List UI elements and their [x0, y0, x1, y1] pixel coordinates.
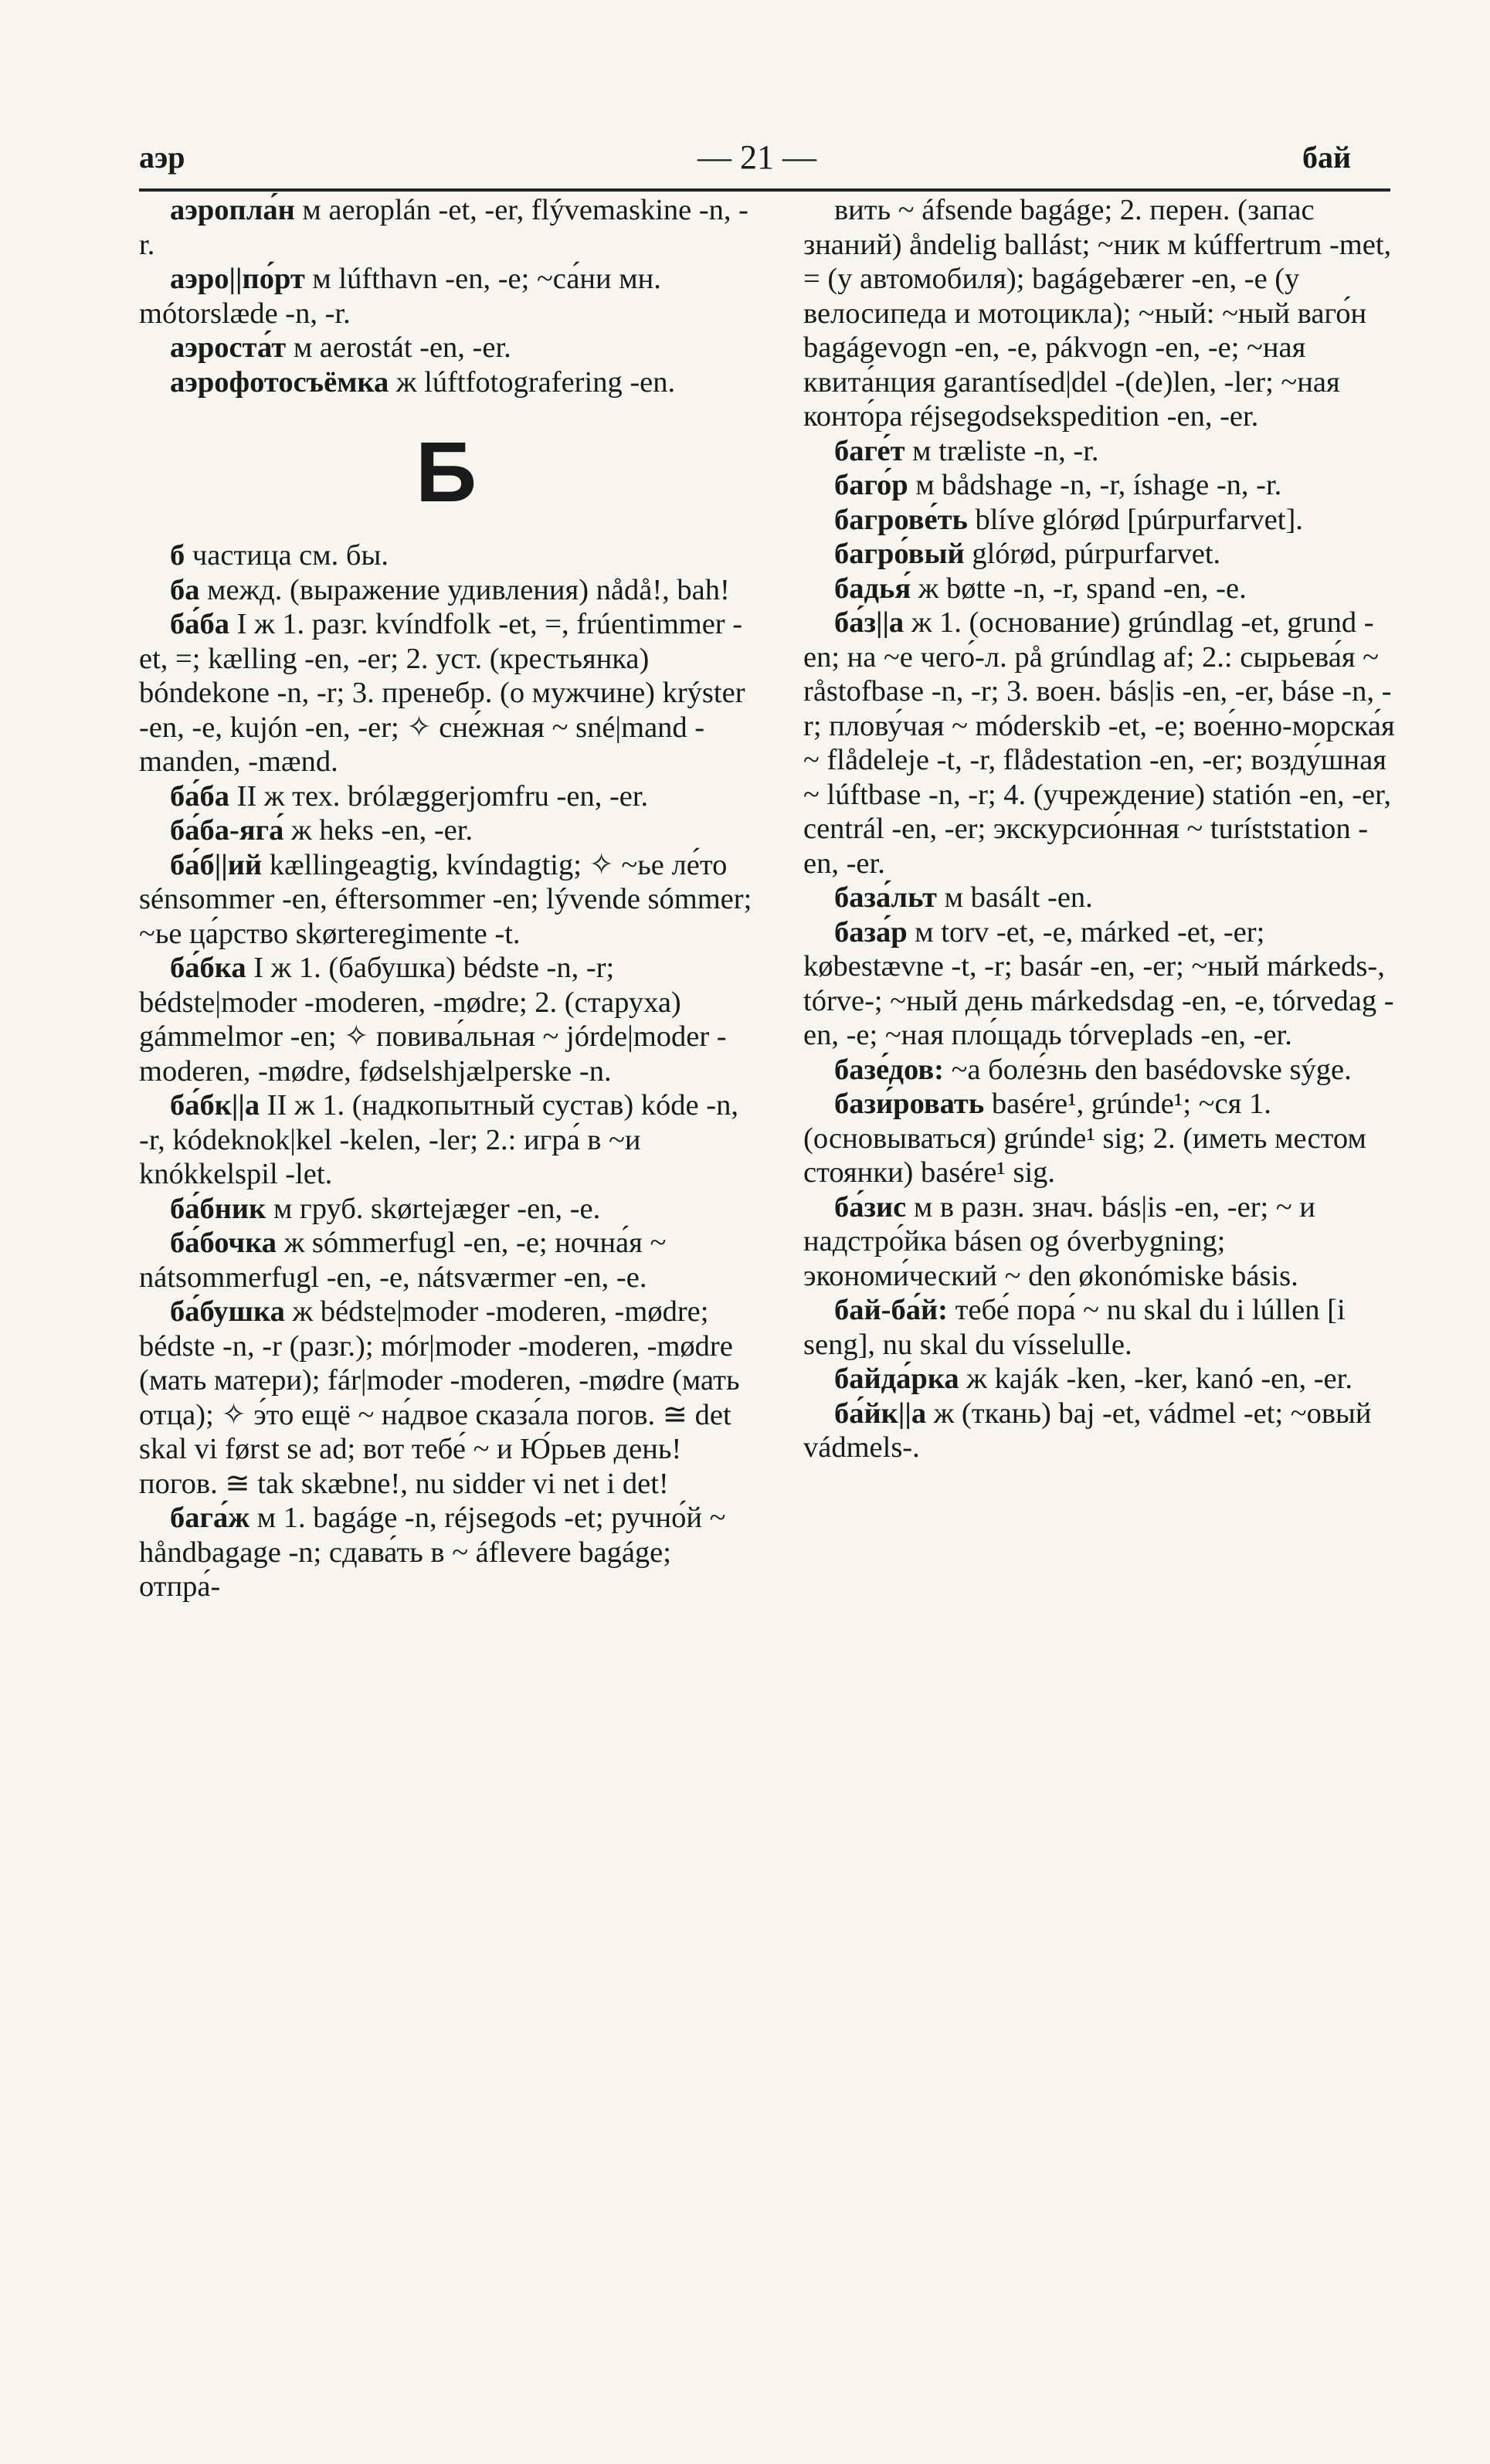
entry-headword: байда́рка — [834, 1363, 959, 1395]
entry-definition: kællingeagtig, kvíndagtig; ✧ ~ье ле́то sénsommer -en, éftersommer -en; lývende sómmer; ~ье ца́рство skørteregimente -t. — [139, 848, 752, 950]
dictionary-entry — [803, 468, 1398, 503]
dictionary-entry — [803, 1190, 1398, 1294]
entry-headword: ба́б||ий — [170, 848, 263, 881]
entry-definition: межд. (выражение удивления) nådå!, bah! — [199, 573, 730, 606]
entry-headword: баге́т — [834, 434, 905, 467]
entry-headword: аэроста́т — [170, 331, 287, 364]
entry-headword: аэрофотосъёмка — [170, 365, 389, 399]
dictionary-entry — [139, 573, 753, 608]
entry-headword: бази́ровать — [834, 1088, 985, 1120]
entry-definition: II ж 1. (надкопытный сустав) kóde -n, -r, kódeknok|kel -kelen, -ler; 2.: игра́ в ~и knókkelspil -let. — [139, 1089, 738, 1190]
dictionary-entry — [803, 606, 1398, 881]
dictionary-entry — [803, 503, 1398, 538]
entry-definition: ж kaják -ken, -ker, kanó -en, -er. — [959, 1363, 1353, 1395]
dictionary-entry — [139, 365, 753, 400]
dictionary-entry — [803, 1397, 1398, 1465]
entry-headword: ба — [170, 573, 200, 606]
entry-headword: бага́ж — [170, 1502, 250, 1534]
entry-headword: ба́йк||а — [834, 1397, 927, 1430]
dictionary-entry — [803, 1087, 1398, 1190]
dictionary-entry — [139, 193, 753, 262]
entry-definition: ~а боле́знь den basédovske sýge. — [943, 1053, 1352, 1086]
entry-headword: ба́бк||а — [170, 1089, 260, 1122]
entry-headword: баго́р — [834, 469, 908, 501]
entry-definition: ж bøtte -n, -r, spand -en, -e. — [911, 572, 1247, 605]
dictionary-entry — [139, 848, 753, 952]
entry-definition: ж sómmerfugl -en, -e; ночна́я ~ nátsommerfugl -en, -e, nátsværmer -en, -e. — [139, 1227, 667, 1294]
entry-headword: базе́дов: — [834, 1053, 944, 1086]
dictionary-entry — [803, 1053, 1398, 1088]
entry-headword: ба́бник — [170, 1192, 266, 1225]
entry-headword: б — [170, 539, 185, 572]
entry-headword: ба́зис — [834, 1190, 907, 1224]
dictionary-entry — [803, 881, 1398, 915]
entry-definition: I ж 1. (бабушка) bédste -n, -r; bédste|moder -moderen, -mødre; 2. (старуха) gámmelmor -en; ✧ повива́льная ~ jórde|moder -moderen, -mødre, fødselshjælperske -n. — [139, 952, 727, 1088]
entry-definition: тебе́ пора́ ~ nu skal du i lúllen [i seng], nu skal du vísselulle. — [803, 1294, 1346, 1361]
right-column — [803, 193, 1398, 1465]
entry-definition: м груб. skørtejæger -en, -e. — [266, 1192, 601, 1225]
entry-definition: м 1. bagáge -n, réjsegods -et; ручно́й ~ håndbagage -n; сдава́ть в ~ áflevere bagáge; отпра́- — [139, 1502, 726, 1603]
dictionary-entry — [139, 1295, 753, 1501]
entry-definition: ж lúftfotografering -en. — [389, 365, 676, 399]
dictionary-entry — [139, 607, 753, 779]
entry-headword: база́льт — [834, 881, 937, 914]
entry-headword: ба́бушка — [170, 1295, 285, 1328]
entry-definition: II ж тех. brólæggerjomfru -en, -er. — [229, 779, 649, 813]
entry-definition: blíve glórød [púrpurfarvet]. — [967, 503, 1303, 536]
dictionary-entry — [803, 434, 1398, 469]
entry-headword: ба́ба — [170, 779, 229, 813]
entry-headword: база́р — [834, 915, 908, 949]
letter-heading: Б — [415, 425, 477, 520]
dictionary-entry — [803, 537, 1398, 572]
entry-definition: м basált -en. — [936, 881, 1093, 914]
dictionary-entry — [139, 538, 753, 573]
entry-definition: I ж 1. разг. kvíndfolk -et, =, frúentimmer -et, =; kælling -en, -er; 2. уст. (крестьянка) bóndekone -n, -r; 3. пренебр. (о мужчине) krýster -en, -e, kujón -en, -er; ✧ сне́жная ~ sné|mand -manden, -mænd. — [139, 608, 745, 778]
entry-definition: частица см. бы. — [185, 539, 389, 572]
entry-definition: м bådshage -n, -r, íshage -n, -r. — [908, 469, 1282, 501]
entry-definition: ж heks -en, -er. — [283, 814, 473, 847]
entry-definition: glórød, púrpurfarvet. — [964, 538, 1221, 570]
entry-headword: ба́ба — [170, 608, 229, 640]
entry-definition: ж bédste|moder -moderen, -mødre; bédste -n, -r (разг.); mór|moder -moderen, -mødre (мать матери); fár|moder -moderen, -mødre (мать отца); ✧ э́то ещё ~ на́двое сказа́ла погов. ≅ det skal vi først se ad; вот тебе́ ~ и Ю́рьев день! погов. ≅ tak skæbne!, nu sidder vi net i det! — [139, 1295, 740, 1500]
dictionary-entry — [803, 915, 1398, 1053]
running-head-left: аэр — [139, 140, 185, 175]
dictionary-entry — [139, 1192, 753, 1227]
dictionary-entry — [139, 813, 753, 848]
entry-headword: ба́бка — [170, 952, 246, 984]
dictionary-entry — [803, 1362, 1398, 1397]
entry-definition: м aeroplán -et, -er, flývemaskine -n, -r. — [139, 194, 749, 261]
left-column — [139, 193, 753, 1604]
entry-definition: вить ~ áfsende bagáge; 2. перен. (запас знаний) åndelig ballást; ~ник м kúffertrum -met, = (у автомобиля); bagágebærer -en, -e (у велосипеда и мотоцикла); ~ный: ~ный ваго́н bagágevogn -en, -e, pákvogn -en, -e; ~ная квита́нция garantísed|del -(de)len, -ler; ~ная конто́ра réjsegodsekspedition -en, -er. — [803, 194, 1392, 433]
entry-definition: ж (ткань) baj -et, vádmel -et; ~овый vádmels-. — [803, 1397, 1372, 1464]
entry-headword: аэропла́н — [170, 194, 295, 226]
entry-definition: ж 1. (основание) grúndlag -et, grund -en; на ~е чего́-л. på grúndlag af; 2.: сырьева́я ~ råstofbase -n, -r; 3. воен. bás|is -en, -er, báse -n, -r; плову́чая ~ móderskib -et, -e; вое́нно-морска́я ~ flådeleje -t, -r, flådestation -en, -er; возду́шная ~ lúftbase -n, -r; 4. (учреждение) statión -en, -er, centrál -en, -er; экскурсио́нная ~ turíststation -en, -er. — [803, 606, 1395, 880]
entry-definition: м в разн. знач. bás|is -en, -er; ~ и надстро́йка básen og óverbygning; экономи́ческий ~ den økonómiske básis. — [803, 1190, 1315, 1292]
entry-definition: basére¹, grúnde¹; ~ся 1. (основываться) grúnde¹ sig; 2. (иметь местом стоянки) basére¹ sig. — [803, 1088, 1366, 1189]
dictionary-entry — [139, 1226, 753, 1295]
entry-headword: ба́ба-яга́ — [170, 814, 284, 847]
dictionary-entry — [139, 1088, 753, 1192]
entry-headword: бадья́ — [834, 572, 911, 605]
dictionary-entry — [139, 951, 753, 1088]
entry-headword: багрове́ть — [834, 503, 968, 536]
entry-definition: м torv -et, -e, márked -et, -er; købestævne -t, -r; basár -en, -er; ~ный márkeds-, tórve-; ~ный день márkedsdag -en, -e, tórvedag -en, -e; ~ная пло́щадь tórveplads -en, -er. — [803, 915, 1394, 1051]
dictionary-entry — [803, 572, 1398, 606]
dictionary-entry — [139, 262, 753, 331]
running-head-right: бай — [1302, 140, 1351, 175]
entry-definition: м lúfthavn -en, -e; ~са́ни мн. mótorslæde -n, -r. — [139, 263, 661, 330]
entry-definition: м aerostát -en, -er. — [286, 331, 511, 364]
dictionary-entry — [803, 193, 1398, 434]
dictionary-entry — [803, 1293, 1398, 1362]
entry-headword: ба́бочка — [170, 1227, 277, 1259]
entry-headword: аэро||по́рт — [170, 263, 305, 295]
header-rule — [139, 188, 1390, 192]
page-number: — 21 — — [697, 138, 816, 176]
entry-definition: м træliste -n, -r. — [905, 434, 1099, 467]
dictionary-entry — [139, 331, 753, 365]
entry-headword: багро́вый — [834, 538, 965, 570]
entry-headword: ба́з||а — [834, 606, 905, 639]
dictionary-entry — [139, 779, 753, 814]
dictionary-entry — [139, 1501, 753, 1604]
entry-headword: бай-ба́й: — [834, 1294, 949, 1326]
